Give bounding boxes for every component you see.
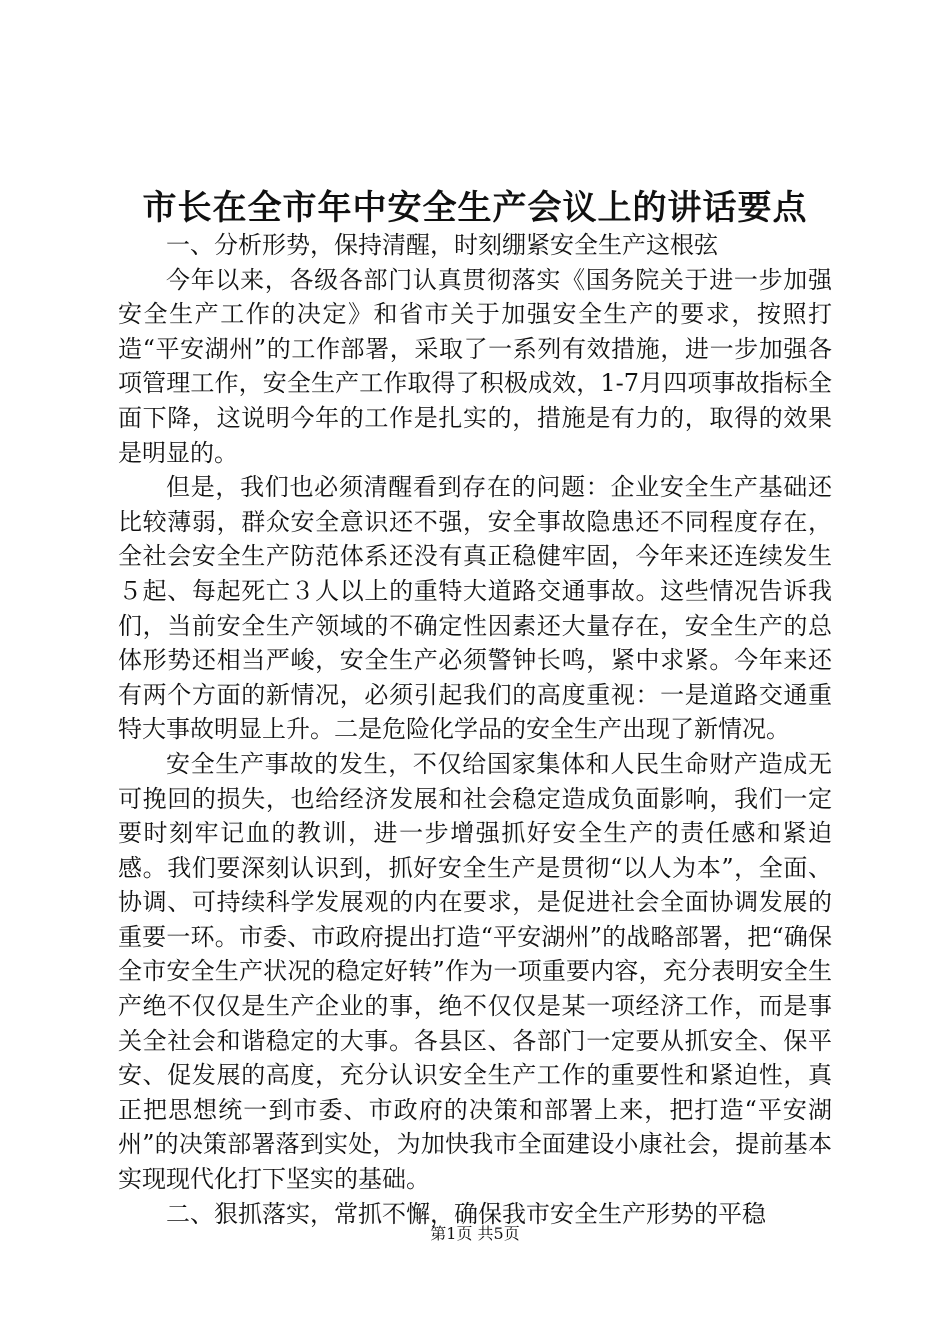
body-paragraph: 今年以来，各级各部门认真贯彻落实《国务院关于进一步加强安全生产工作的决定》和省市关于加强安全生产的要求，按照打造“平安湖州”的工作部署，采取了一系列有效措施，进一步加强各项管理工作，安全生产工作取得了积极成效，1-7月四项事故指标全面下降，这说明今年的工作是扎实的，措施是有力的，取得的效果是明显的。: [118, 265, 832, 467]
page-footer: 第1页 共5页: [430, 1224, 520, 1243]
document-title: 市长在全市年中安全生产会议上的讲话要点: [142, 188, 808, 228]
section-heading-1: 一、分析形势，保持清醒，时刻绷紧安全生产这根弦: [166, 231, 718, 259]
section-heading-2: 二、狠抓落实，常抓不懈，确保我市安全生产形势的平稳: [166, 1199, 766, 1228]
body-paragraph: 但是，我们也必须清醒看到存在的问题：企业安全生产基础还比较薄弱，群众安全意识还不强，安全事故隐患还不同程度存在，全社会安全生产防范体系还没有真正稳健牢固，今年来还连续发生５起、每起死亡３人以上的重特大道路交通事故。这些情况告诉我们，当前安全生产领域的不确定性因素还大量存在，安全生产的总体形势还相当严峻，安全生产必须警钟长鸣，紧中求紧。今年来还有两个方面的新情况，必须引起我们的高度重视：一是道路交通重特大事故明显上升。二是危险化学品的安全生产出现了新情况。: [118, 473, 832, 744]
body-paragraph: 安全生产事故的发生，不仅给国家集体和人民生命财产造成无可挽回的损失，也给经济发展和社会稳定造成负面影响，我们一定要时刻牢记血的教训，进一步增强抓好安全生产的责任感和紧迫感。我们要深刻认识到，抓好安全生产是贯彻“以人为本”，全面、协调、可持续科学发展观的内在要求，是促进社会全面协调发展的重要一环。市委、市政府提出打造“平安湖州”的战略部署，把“确保全市安全生产状况的稳定好转”作为一项重要内容，充分表明安全生产绝不仅仅是生产企业的事，绝不仅仅是某一项经济工作，而是事关全社会和谐稳定的大事。各县区、各部门一定要从抓安全、保平安、促发展的高度，充分认识安全生产工作的重要性和紧迫性，真正把思想统一到市委、市政府的决策和部署上来，把打造“平安湖州”的决策部署落到实处，为加快我市全面建设小康社会，提前基本实现现代化打下坚实的基础。: [118, 749, 832, 1194]
document-body: [118, 228, 832, 1231]
